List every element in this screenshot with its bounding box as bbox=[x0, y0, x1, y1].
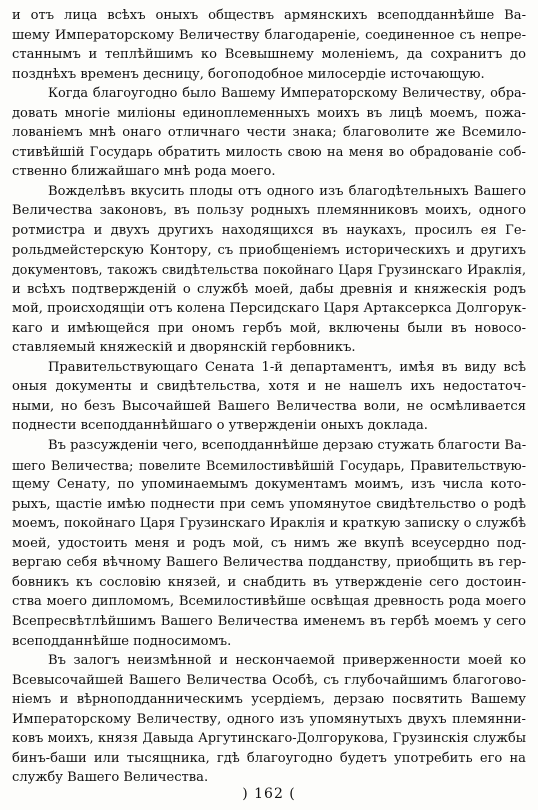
text-line: службу Вашего Величества. bbox=[12, 770, 209, 786]
text-line: ротмистра и двухъ другихъ находящихся въ наукахъ, просилъ ея Ге- bbox=[12, 223, 526, 239]
text-line: бинъ-баши или тысящника, гдѣ благоугодно будетъ употребить его на bbox=[12, 750, 526, 766]
text-line: стивѣйшій Государь обратить милость свою на меня во обрадованіе соб- bbox=[12, 144, 526, 160]
paragraph bbox=[12, 436, 526, 651]
text-line: станнымъ и теплѣйшимъ ко Всевышнему моленіемъ, да сохранитъ до bbox=[12, 47, 526, 63]
text-line: и отъ лица всѣхъ оныхъ обществъ армянскихъ всеподданнѣйше Ва- bbox=[12, 8, 526, 23]
page-number: ) 162 ( bbox=[242, 786, 296, 802]
text-line: шему Императорскому Величеству благодареніе, соединенное съ непре- bbox=[12, 27, 526, 43]
text-line: Вожделѣвъ вкусить плоды отъ одного изъ благодѣтельныхъ Вашего bbox=[48, 183, 526, 199]
text-line: документовъ, такожъ свидѣтельства покойнаго Царя Грузинскаго Ираклія, bbox=[12, 262, 526, 278]
text-line: Въ разсужденіи чего, всеподданнѣйше дерзаю стужать благости Ва- bbox=[48, 438, 526, 454]
text-line: ства моего дипломомъ, Всемилостивѣйше освѣщая древность рода моего bbox=[12, 594, 526, 610]
text-line: рольдмейстерскую Контору, съ приобщеніемъ историческихъ и другихъ bbox=[12, 242, 526, 258]
text-line: бовникъ къ сословію князей, и снабдить въ утвержденіе сего достоин- bbox=[12, 574, 526, 590]
text-line: ственно ближайшаго мнѣ рода моего. bbox=[12, 164, 276, 180]
text-line: моемъ, покойнаго Царя Грузинскаго Ираклія и краткую записку о службѣ bbox=[12, 516, 526, 532]
text-line: щему Сенату, по упоминаемымъ документамъ моимъ, изъ числа кото- bbox=[12, 477, 526, 493]
text-line: мой, происходящіи отъ колена Персидскаго Царя Артаксеркса Долгорук- bbox=[12, 301, 526, 317]
text-line: Правительствующаго Сената 1-й департаментъ, имѣя въ виду всѣ bbox=[48, 359, 526, 375]
text-line: ніемъ и вѣрноподданническимъ усердіемъ, дерзаю посвятить Вашему bbox=[12, 692, 526, 708]
paragraph bbox=[12, 84, 526, 182]
text-line: шего Величества; повелите Всемилостивѣйшій Государь, Правительствую- bbox=[12, 457, 526, 473]
text-line: Въ залогъ неизмѣнной и нескончаемой приверженности моей ко bbox=[48, 653, 526, 669]
text-line: рыхъ, щастіе имѣю поднести при семъ упомянутое свидѣтельство о родѣ bbox=[12, 496, 526, 512]
text-line: оныя документы и свидѣтельства, хотя и не нашелъ ихъ недостаточ- bbox=[12, 379, 526, 395]
text-line: Императорскому Величеству, одного изъ упомянутыхъ двухъ племянни- bbox=[12, 711, 526, 727]
paragraph bbox=[12, 182, 526, 358]
text-line: ставляемый княжескій и дворянскій гербовникъ. bbox=[12, 340, 356, 356]
text-line: моей, удостоить меня и родъ мой, съ нимъ же вкупѣ всеусердно под- bbox=[12, 535, 526, 551]
text-line: каго и имѣющейся при ономъ гербъ мой, включены были въ новосо- bbox=[12, 320, 526, 336]
text-line: всеподданнѣйше подносимомъ. bbox=[12, 633, 232, 649]
text-line: лованіемъ мнѣ онаго отличнаго чести знака; благоволите же Всемило- bbox=[12, 125, 526, 141]
text-line: ковъ моихъ, князя Давыда Аргутинскаго-Долгорукова, Грузинскія службы bbox=[12, 731, 526, 747]
text-line: ными, но безъ Высочайшей Вашего Величества воли, не осмѣливается bbox=[12, 398, 526, 414]
text-body bbox=[12, 6, 526, 788]
text-line: Всевысочайшей Вашего Величества Особѣ, съ глубочайшимъ благогово- bbox=[12, 672, 526, 688]
text-line: вергаю себя вѣчному Вашего Величества подданству, приобщить въ гер- bbox=[12, 555, 526, 571]
paragraph bbox=[12, 6, 526, 84]
text-line: позднѣхъ временъ десницу, богоподобное милосердіе источающую. bbox=[12, 66, 485, 82]
text-line: и всѣхъ подтвержденій о службѣ моей, дабы древнія и княжескія родъ bbox=[12, 281, 526, 297]
text-line: Величества законовъ, въ пользу родныхъ племянниковъ моихъ, одного bbox=[12, 203, 526, 219]
paragraph bbox=[12, 651, 526, 788]
text-line: Когда благоугодно было Вашему Императорскому Величеству, обра- bbox=[48, 86, 526, 102]
paragraph bbox=[12, 358, 526, 436]
text-line: Всепресвѣтлѣйшимъ Вашего Величества именемъ въ гербѣ моемъ у сего bbox=[12, 613, 526, 629]
text-line: довать многіе миліоны единоплеменныхъ моихъ въ лицѣ моемъ, пожа- bbox=[12, 105, 526, 121]
text-line: поднести всеподданнѣйшаго о утвержденіи оныхъ доклада. bbox=[12, 418, 428, 434]
